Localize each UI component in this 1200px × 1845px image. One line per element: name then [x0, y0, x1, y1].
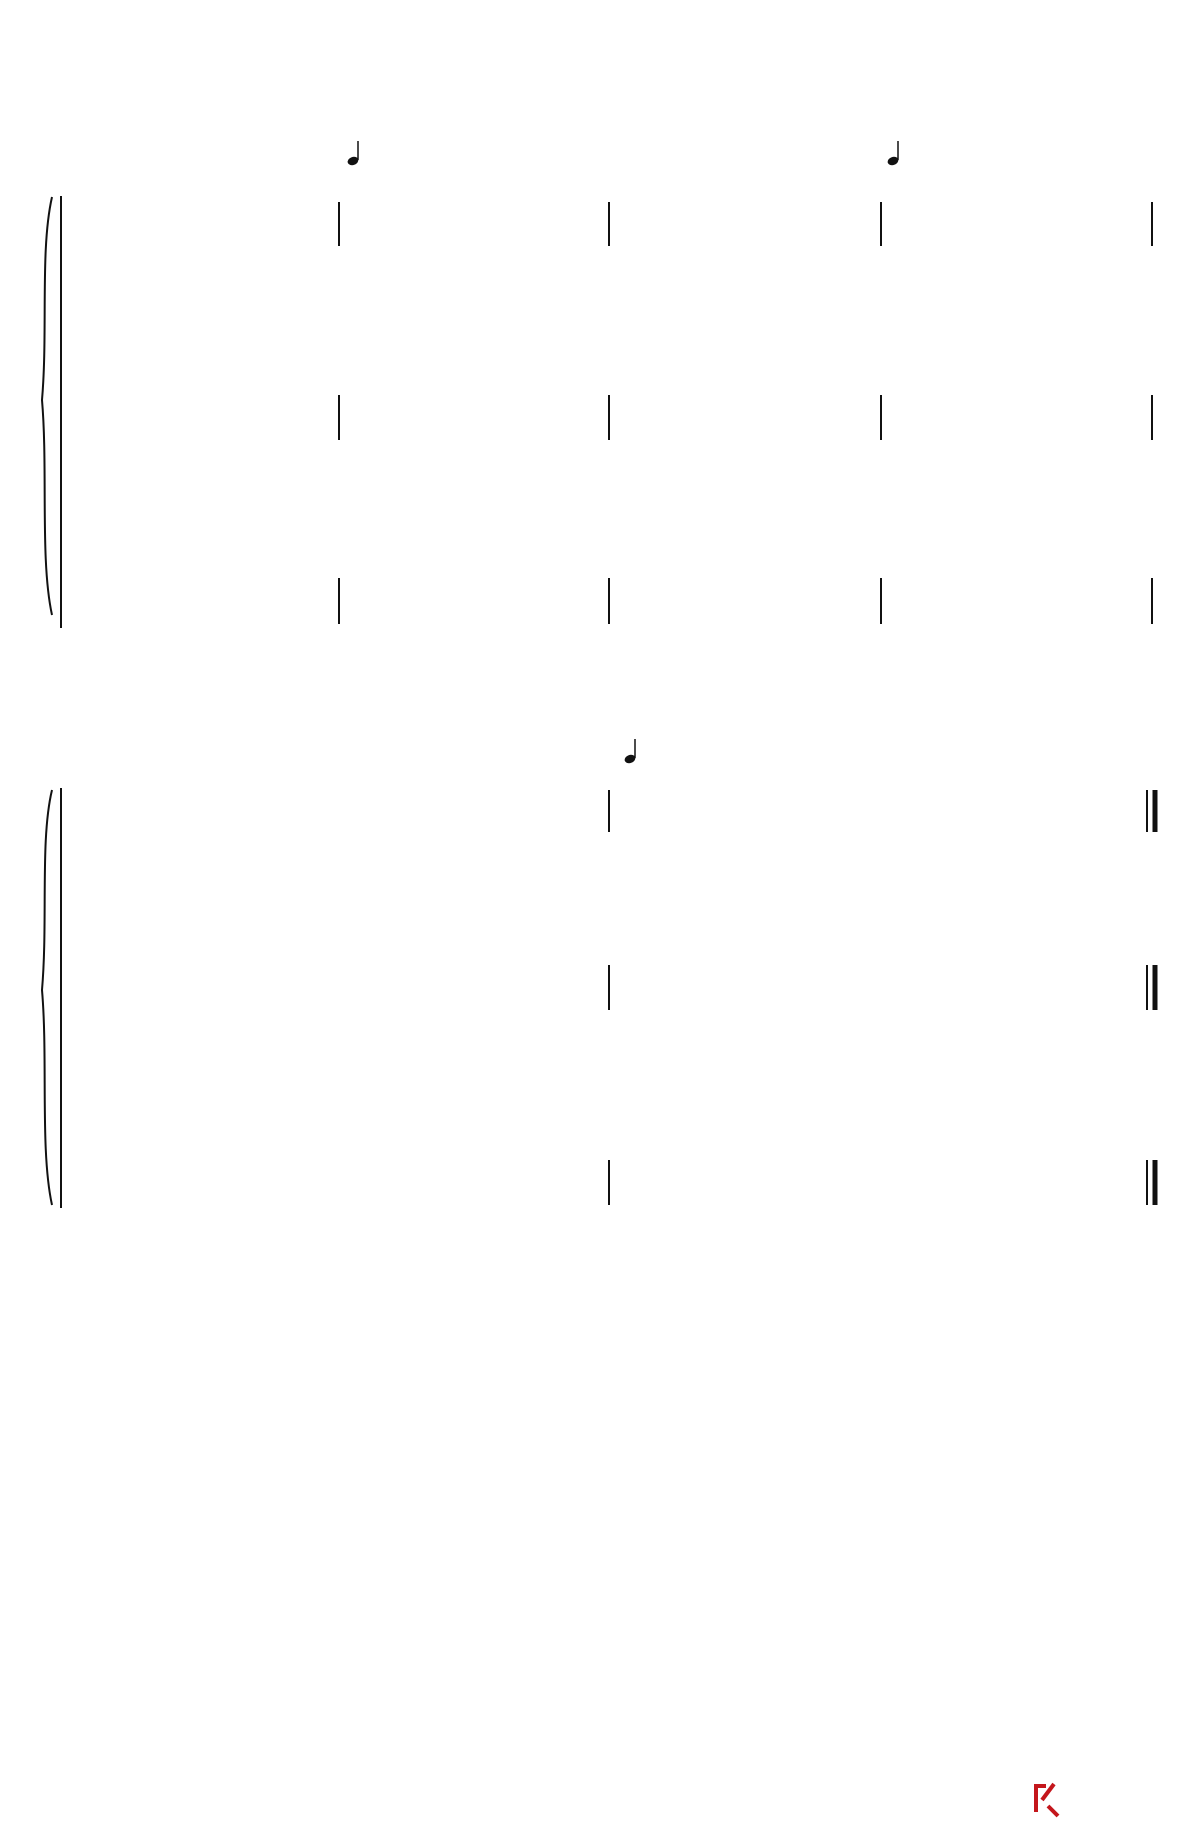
barlines-top: [339, 202, 1152, 246]
final-barlines: [1147, 790, 1155, 1205]
barlines-bass: [339, 578, 1152, 624]
tempo-mark-69: [886, 141, 899, 167]
system-brace-2: [42, 788, 61, 1208]
tempo-mark-49: [346, 141, 359, 167]
barlines-mid: [339, 395, 1152, 440]
system-brace: [42, 196, 61, 628]
tempo-mark-46: [623, 739, 636, 765]
site-logo: [1036, 1784, 1058, 1816]
